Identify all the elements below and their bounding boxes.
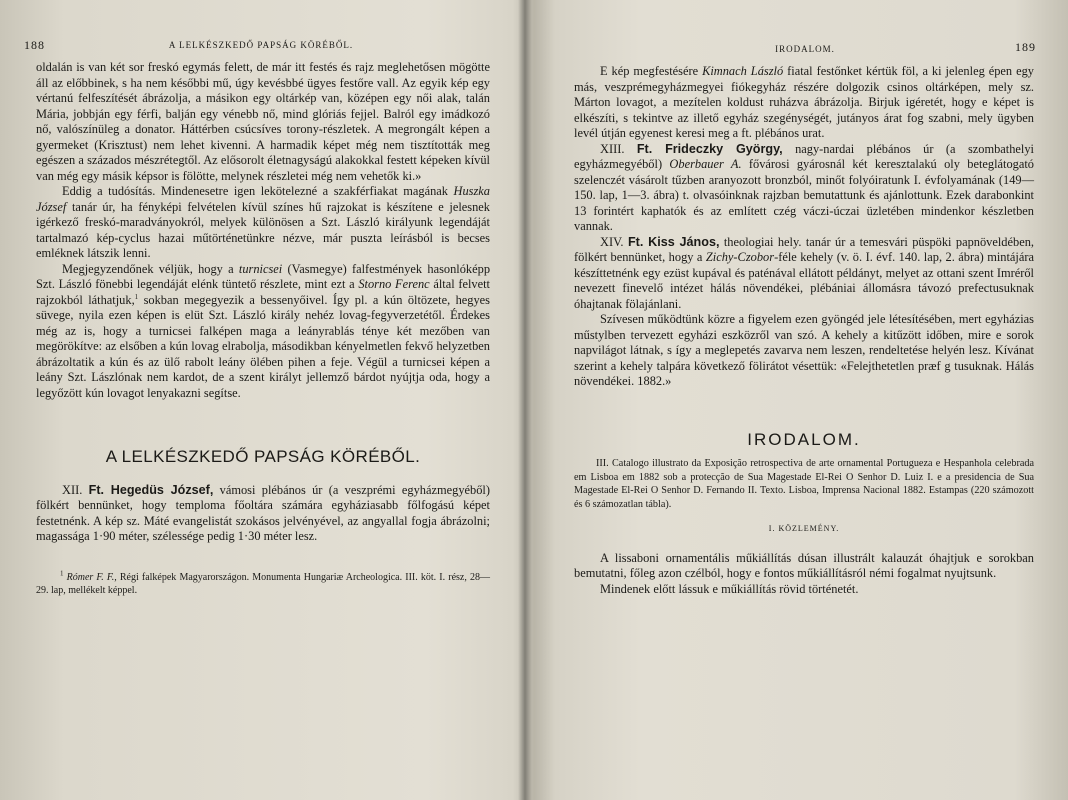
right-running-head [560,42,1050,64]
right-paragraph-2 [574,142,1034,235]
left-running-head [18,38,504,60]
object-name: Zichy-Czobor [705,250,775,264]
place-name: turnicsei [238,261,283,276]
text-run: XIV. [600,234,628,249]
text-run: XII. [62,482,89,497]
left-paragraph-2 [36,184,490,262]
text-run: vámosi plébános úr (a veszprémi egyházmegyéből) fölkért bennünket, hogy temploma főoltára számára egyháziasabb főlfogású képet festetnénk. A kép sz. Máté evangelistát szokásos jelvényével, az angyallal fogja ábrázolni; magassága 1·90 méter, szélessége pedig 1·30 méter lesz. [36,482,490,543]
footnote [36,571,490,597]
bibliography-entry: III. Catalogo illustrato da Exposição retrospectiva de arte ornamental Portugueza e Hespanhola celebrada em Lisboa em 1882 sob a protecção de Sua Magestade El-Rei O Senhor D. Luiz I. e a presidencia de Sua Magestade El-Rei O Senhor D. Fernando II. Texto. Lisboa, Imprensa Nacional 1882. Estampas (220 számozott és 6 számozatlan tábla). [574,458,1034,510]
text-run: theologiai hely. tanár úr a temesvári püspöki papnöveldében, fölkért bennünket, hogy a [574,234,1034,264]
text-run: -féle kehely (v. ö. I. évf. 140. lap, 2. ábra) mintájára készíttetnénk egy ezüst kupával és paténával ellátott példányt, melyet az ottani szent Imréről nevezett finevelő intézet hálás növendékei, plébániai állomásra távozó prefectusuknak óhajtanak fölajánlani. [574,250,1034,311]
left-page-number: 188 [24,38,45,52]
text-run: E kép megfestésére [600,64,703,78]
footnote-author: Rómer F. F., [66,571,117,583]
text-run: fővárosi gyárosnál két keresztalakú oly beteglátogató szelenczét vásárolt tűzben aranyozott bronzból, minőt folyóiratunk I. évfolyamának (149—150. lap, 1—3. ábra) t. olvasóinknak rajzban bemutattunk és ajánlottunk. Ezek darabonkint 13 forintért kaphatók és az említett czég váczi-úczai üzletében mindenkor készletben vannak. [574,157,1034,233]
text-run: Megjegyzendőnek véljük, hogy a [62,261,239,276]
left-page [18,0,504,800]
right-page-body [560,64,1050,597]
left-paragraph-1: oldalán is van két sor freskó egymás felett, de már itt festés és rajz meglehetősen mögötte áll az előbbinek, s ha nem későbbi mű, úgy kevésbbé ügyes festőre vall. Az egyik kép egy vértanú felfeszítését ábrázolja, a másikon egy oltárkép van, középen egy női alak, talán Mária, jobbján egy férfi, balján egy vénebb nő, mind glóriás fejjel. Balról egy imádkozó nő, valószínüleg a donator. Háttérben csúcsíves torony-részletek. A megrongált képen a gyermeket (Krisztust) nem lehet kivenni. A harmadik képet még nem tisztították meg egészen a százados mészrétegtől. Az elősorolt életnagyságú alakokkal festett képeken kívül van még egy másik képsor is fölötte, melynek részletei még nem vehetők ki.» [36,60,490,183]
left-page-body [18,60,504,597]
text-run: XIII. [600,141,637,156]
right-page-number: 189 [1015,40,1036,54]
right-running-title: IRODALOM. [775,44,835,54]
text-run: (Vasmegye) falfestmények hasonlóképp Szt. László fönebbi legendáját elénk tüntető részlete, mint ezt a [36,261,491,291]
person-name-bold: Ft. Hegedüs József, [88,482,214,497]
text-run: fiatal festőnket kértük föl, a ki jelenleg épen egy más, veszprémegyházmegyei fiókegyház részére dolgozik csinos oltárképen, mely sz. Márton lovagot, a mezítelen koldust ruházva ábrázolja. Birjuk igéretét, hogy e képet is elkészíti, s tekintve az illető egyház szegénységét, jutányos árat fog szabni, mely ügyben levél útján egyenest keresi meg a ft. plébános urat. [574,64,1035,140]
right-paragraph-1 [574,64,1034,142]
footnote-number: 1 [60,569,64,578]
person-name-bold: Ft. Frideczky György, [636,141,783,156]
company-name: Oberbauer A. [669,157,742,171]
right-paragraph-6: Mindenek előtt lássuk e műkiállítás rövid történetét. [600,581,859,596]
right-paragraph-4: Szívesen működtünk közre a figyelem ezen gyöngéd jele létesítésében, mert egyházias műstylben tervezett egyházi eszközről van szó. A kehely a kitűzött időben, mire e sorok napvilágot látnak, s így a meglepetés zavarva nem leszen, rendeltetése helyén lesz. Kívánat szerint a kehely talpára következő fölirátot vésettük: «Felejthetetlen præf g tusuknak. Hálás növendékei. 1882.» [574,312,1034,388]
book-gutter [518,0,532,800]
text-run: Eddig a tudósítás. Mindenesetre igen lekötelezné a szakférfiakat magának [62,184,454,198]
section-title: A LELKÉSZKEDŐ PAPSÁG KÖRÉBŐL. [105,447,421,466]
text-run: által felvett rajzokból láthatjuk, [36,277,490,307]
right-paragraph-3 [574,235,1034,313]
person-name: Kimnach László [702,64,784,78]
left-paragraph-4 [36,483,490,545]
person-name: Storno Ferenc [358,277,430,291]
text-run: sokban megegyezik a bessenyőivel. Így pl. a kún öltözete, hegyes süvege, nyila ezen képen is elüt Szt. László király nehéz lovag-fegyverzetétől. Érdekes még az is, hogy a turnicsei falképen maga a leányrablás ténye két mezőben van megörökítve: az elsőben a kún lovag elrabolja, másodikban kényelmetlen fekvő helyzetben ábrázoltatik a kún és az ülő rabolt leány ölében pihen a feje. Végül a turnicsei képen a leány Szt. Lászlónak nem kardot, de a szent királyt jellemző bárdot nyújtja oda, hogy a legyőzött kún lovagot lenyakazni segítse. [36,292,490,400]
section-title: IRODALOM. [747,429,861,449]
person-name-bold: Ft. Kiss János, [627,234,720,249]
right-page [560,0,1050,800]
footnote-text: Régi falképek Magyarországon. Monumenta Hungariæ Archeologica. III. köt. I. rész, 28—29. lap, mellékelt képpel. [36,571,490,596]
person-name: Huszka József [36,184,490,214]
text-run: tanár úr, ha fényképi felvételen kívül színes hű rajzokat is készítene e jelesnek igérkező freskó-maradványokról, melyek különösen a Szt. László királyunk legendáját tartalmazó kép-cyclus hazai műtörténetünkre nézve, már puszta leírásból is becses emléknek látszik lenni. [36,199,490,260]
right-paragraph-5: A lissaboni ornamentális műkiállítás dúsan illustrált kalauzát óhajtjuk e sorokban bemutatni, főleg azon czélból, hogy e fontos műkiállításról némi fogalmat nyujtsunk. [574,550,1034,580]
text-run: nagy-nardai plébános úr (a szombathelyi egyházmegyéből) [574,141,1035,171]
footnote-ref[interactable]: 1 [134,292,139,301]
subsection-heading: I. KÖZLEMÉNY. [768,524,840,533]
left-paragraph-3 [36,262,490,402]
left-running-title: A LELKÉSZKEDŐ PAPSÁG KÖRÉBŐL. [168,40,354,50]
